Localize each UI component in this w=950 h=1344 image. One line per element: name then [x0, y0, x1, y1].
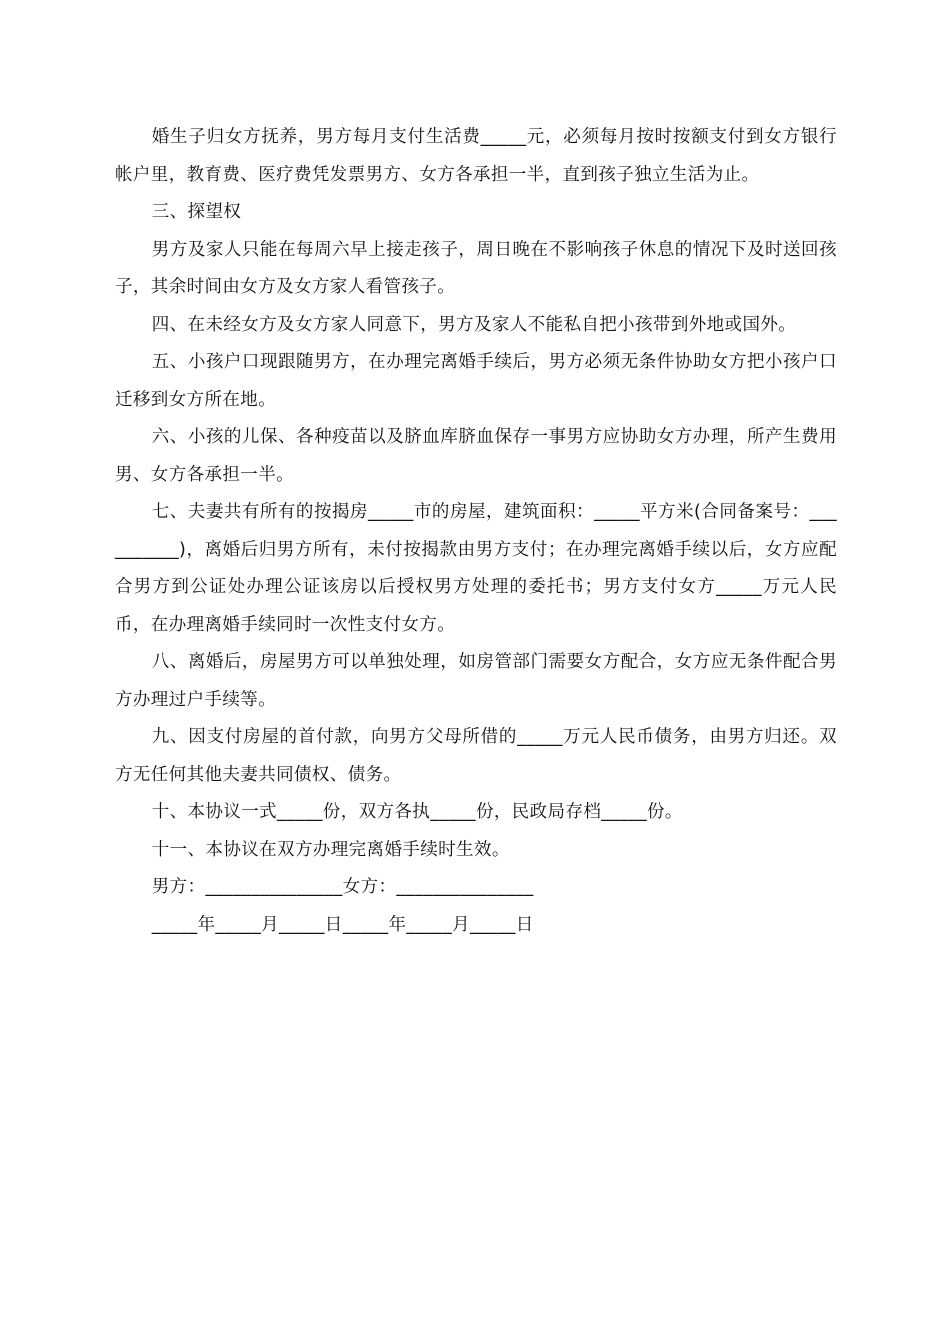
paragraph-child-custody: 婚生子归女方抚养，男方每月支付生活费_____元，必须每月按时按额支付到女方银行帐户里，教育费、医疗费凭发票男方、女方各承担一半，直到孩子独立生活为止。 [115, 127, 837, 185]
paragraph-visitation-schedule: 男方及家人只能在每周六早上接走孩子，周日晚在不影响孩子休息的情况下及时送回孩子，其余时间由女方及女方家人看管孩子。 [115, 239, 837, 297]
clause-six: 六、小孩的儿保、各种疫苗以及脐血库脐血保存一事男方应协助女方办理，所产生费用男、女方各承担一半。 [115, 427, 837, 485]
clause-eleven: 十一、本协议在双方办理完离婚手续时生效。 [151, 839, 510, 860]
clause-nine: 九、因支付房屋的首付款，向男方父母所借的_____万元人民币债务，由男方归还。双方无任何其他夫妻共同债权、债务。 [115, 727, 837, 785]
clause-four: 四、在未经女方及女方家人同意下，男方及家人不能私自把小孩带到外地或国外。 [151, 314, 797, 335]
clause-ten: 十、本协议一式_____份，双方各执_____份，民政局存档_____份。 [151, 802, 683, 822]
clause-eight: 八、离婚后，房屋男方可以单独处理，如房管部门需要女方配合，女方应无条件配合男方办理过户手续等。 [115, 652, 837, 710]
clause-five: 五、小孩户口现跟随男方，在办理完离婚手续后，男方必须无条件协助女方把小孩户口迁移到女方所在地。 [115, 352, 837, 410]
date-line: _____年_____月_____日_____年_____月_____日 [151, 914, 534, 935]
clause-seven: 七、夫妻共有所有的按揭房_____市的房屋，建筑面积：_____平方米(合同备案号：__________)，离婚后归男方所有，未付按揭款由男方支付；在办理完离婚手续以后，女方应配合男方到公证处办理公证该房以后授权男方处理的委托书；男方支付女方_____万元人民币，在办理离婚手续同时一次性支付女方。 [115, 502, 837, 635]
heading-visitation-rights: 三、探望权 [151, 202, 242, 222]
document-body [115, 119, 837, 944]
signature-line: 男方：_______________女方：_______________ [151, 877, 534, 897]
